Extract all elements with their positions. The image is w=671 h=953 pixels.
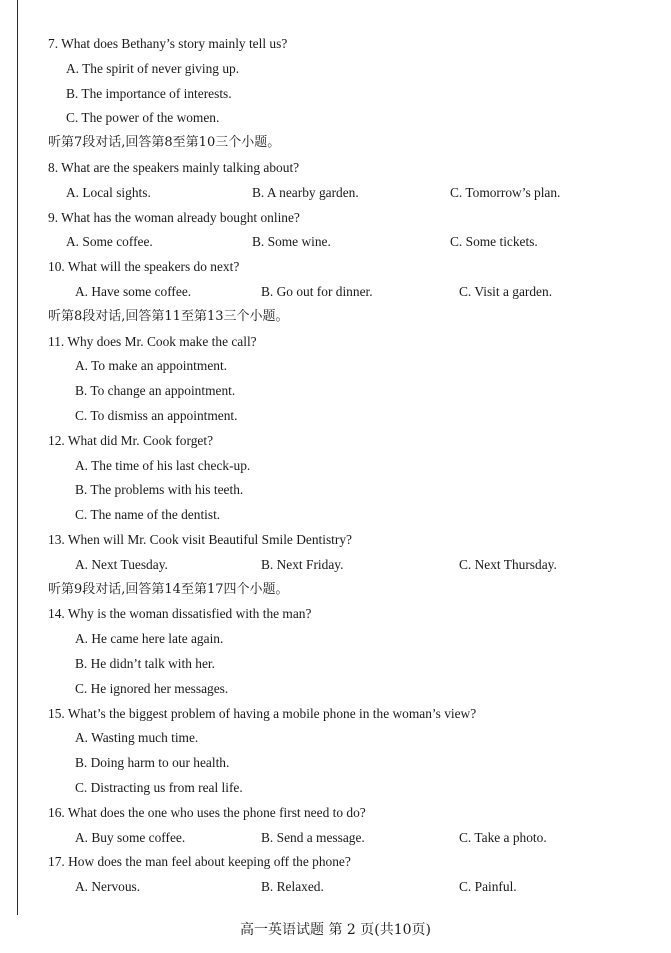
question-stem: 8. What are the speakers mainly talking about? <box>48 159 300 175</box>
question-list <box>48 32 648 900</box>
option-line: C. To dismiss an appointment. <box>75 407 238 423</box>
section-instruction: 听第9段对话,回答第14至第17四个小题。 <box>48 581 289 597</box>
question-stem: 14. Why is the woman dissatisfied with the man? <box>48 606 312 622</box>
option-a: A. Have some coffee. <box>75 283 192 299</box>
option-b: B. Next Friday. <box>261 556 344 572</box>
option-line: A. To make an appointment. <box>75 358 228 374</box>
page-footer: 高一英语试题 第 2 页(共10页) <box>240 922 431 938</box>
options-row <box>48 553 648 578</box>
option-line: A. The time of his last check-up. <box>75 457 251 473</box>
options-row <box>48 181 648 206</box>
section-instruction: 听第7段对话,回答第8至第10三个小题。 <box>48 135 281 151</box>
option-line: B. To change an appointment. <box>75 383 236 399</box>
option-a: A. Nervous. <box>75 879 141 895</box>
question-stem: 16. What does the one who uses the phone first need to do? <box>48 804 366 820</box>
option-line: B. Doing harm to our health. <box>75 755 230 771</box>
option-c: C. Painful. <box>459 879 517 895</box>
options-row <box>48 875 648 900</box>
question-stem: 10. What will the speakers do next? <box>48 259 240 275</box>
option-c: C. Visit a garden. <box>459 283 553 299</box>
option-a: A. Buy some coffee. <box>75 829 186 845</box>
binding-margin-line <box>17 0 18 915</box>
options-row <box>48 230 648 255</box>
option-b: B. Relaxed. <box>261 879 324 895</box>
option-b: B. Send a message. <box>261 829 365 845</box>
option-a: A. Some coffee. <box>66 234 153 250</box>
option-c: C. Tomorrow’s plan. <box>450 184 561 200</box>
option-b: B. Go out for dinner. <box>261 283 373 299</box>
options-row <box>48 826 648 851</box>
option-a: A. Next Tuesday. <box>75 556 168 572</box>
option-line: A. Wasting much time. <box>75 730 199 746</box>
option-line: B. He didn’t talk with her. <box>75 655 215 671</box>
option-b: B. Some wine. <box>252 234 331 250</box>
option-line: C. The power of the women. <box>66 110 220 126</box>
option-c: C. Next Thursday. <box>459 556 557 572</box>
question-stem: 7. What does Bethany’s story mainly tell us? <box>48 36 288 51</box>
question-stem: 11. Why does Mr. Cook make the call? <box>48 333 257 349</box>
options-row <box>48 280 648 305</box>
question-stem: 9. What has the woman already bought online? <box>48 209 300 225</box>
option-b: B. A nearby garden. <box>252 184 359 200</box>
question-stem: 13. When will Mr. Cook visit Beautiful Smile Dentistry? <box>48 531 352 547</box>
question-stem: 15. What’s the biggest problem of having a mobile phone in the woman’s view? <box>48 705 477 721</box>
option-c: C. Some tickets. <box>450 234 538 250</box>
option-line: C. He ignored her messages. <box>75 680 229 696</box>
option-line: C. The name of the dentist. <box>75 507 221 523</box>
option-line: B. The importance of interests. <box>66 85 232 101</box>
question-stem: 17. How does the man feel about keeping off the phone? <box>48 854 351 870</box>
question-stem: 12. What did Mr. Cook forget? <box>48 432 214 448</box>
option-line: C. Distracting us from real life. <box>75 779 243 795</box>
option-a: A. Local sights. <box>66 184 151 200</box>
section-instruction: 听第8段对话,回答第11至第13三个小题。 <box>48 308 289 324</box>
option-line: A. He came here late again. <box>75 631 224 647</box>
option-line: A. The spirit of never giving up. <box>66 60 240 76</box>
option-c: C. Take a photo. <box>459 829 547 845</box>
option-line: B. The problems with his teeth. <box>75 482 244 498</box>
